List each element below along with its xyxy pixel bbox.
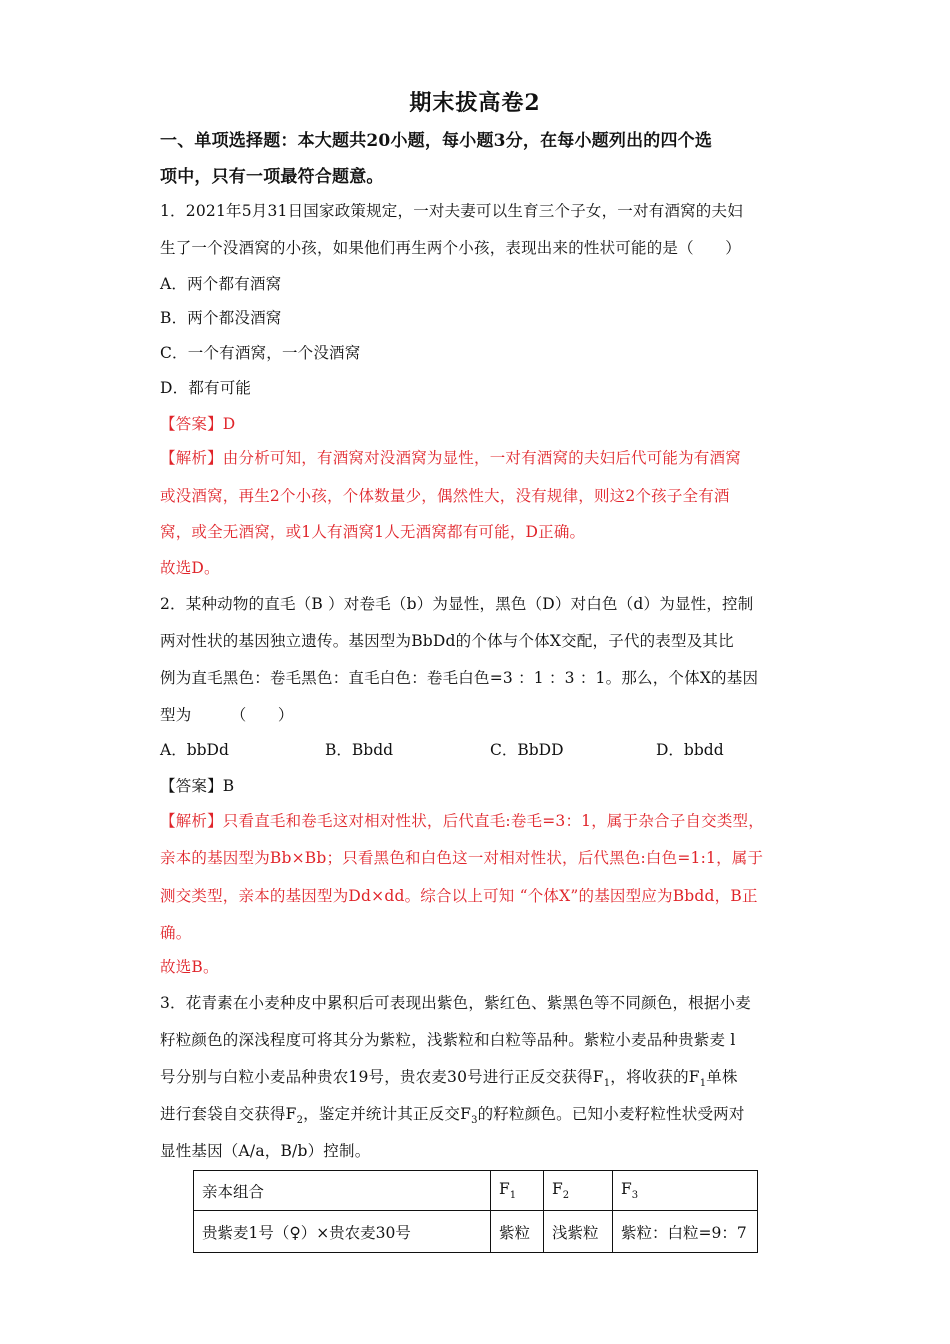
q1-stem-line1: 1．2021年5月31日国家政策规定，一对夫妻可以生育三个子女，一对有酒窝的夫妇 xyxy=(160,202,743,220)
q1-option-a: A．两个都有酒窝 xyxy=(160,275,282,293)
table-row xyxy=(194,1211,758,1253)
q3-stem-line2: 籽粒颜色的深浅程度可将其分为紫粒，浅紫粒和白粒等品种。紫粒小麦品种贵紫麦 l xyxy=(160,1031,736,1049)
q1-analysis-line2: 或没酒窝，再生2个小孩，个体数量少，偶然性大，没有规律，则这2个孩子全有酒 xyxy=(160,487,730,505)
table-cell: 贵紫麦1号（♀）×贵农麦30号 xyxy=(194,1211,491,1253)
q1-answer: 【答案】D xyxy=(160,415,236,433)
q2-analysis-line1: 【解析】只看直毛和卷毛这对相对性状，后代直毛:卷毛=3：1，属于杂合子自交类型， xyxy=(160,812,764,830)
table-cell: 紫粒 xyxy=(491,1211,544,1253)
q3-stem-line1: 3．花青素在小麦种皮中累积后可表现出紫色，紫红色、紫黑色等不同颜色，根据小麦 xyxy=(160,994,751,1012)
q2-analysis-line3: 测交类型，亲本的基因型为Dd×dd。综合以上可知 “个体X”的基因型应为Bbdd，B正 xyxy=(160,887,758,905)
section-heading-line1: 一、单项选择题：本大题共20小题，每小题3分，在每小题列出的四个选 xyxy=(160,131,713,151)
q1-analysis-line3: 窝，或全无酒窝，或1人有酒窝1人无酒窝都有可能，D正确。 xyxy=(160,523,586,541)
table-header-row xyxy=(194,1171,758,1211)
q2-conclusion: 故选B。 xyxy=(160,958,219,976)
table-header-cell: $F_1$ xyxy=(491,1171,544,1211)
cross-results-table xyxy=(193,1170,758,1253)
q1-analysis-line1: 【解析】由分析可知，有酒窝对没酒窝为显性，一对有酒窝的夫妇后代可能为有酒窝 xyxy=(160,449,741,467)
q2-stem-line3: 例为直毛黑色：卷毛黑色：直毛白色：卷毛白色=3 ：1 ：3 ：1。那么，个体X的基因 xyxy=(160,669,759,687)
q2-stem-line4: 型为 （ ） xyxy=(160,706,294,724)
q2-option-c: C．BbDD xyxy=(490,741,564,759)
q2-stem-line1: 2．某种动物的直毛（B ）对卷毛（b）为显性，黑色（D）对白色（d）为显性，控制 xyxy=(160,595,754,613)
q3-stem-line3: 号分别与白粒小麦品种贵农19号，贵农麦30号进行正反交获得$F_1$，将收获的$F_1$单株 xyxy=(160,1068,738,1090)
q3-stem-line5: 显性基因（A/a，B/b）控制。 xyxy=(160,1142,371,1160)
table-cell: 紫粒：白粒=9：7 xyxy=(613,1211,758,1253)
page-title: 期末拔高卷2 xyxy=(409,90,541,116)
table-header-cell: 亲本组合 xyxy=(194,1171,491,1211)
q2-option-a: A．bbDd xyxy=(160,741,229,759)
q2-answer: 【答案】B xyxy=(160,777,235,795)
q1-stem-line2: 生了一个没酒窝的小孩，如果他们再生两个小孩，表现出来的性状可能的是（ ） xyxy=(160,239,741,257)
q2-analysis-line4: 确。 xyxy=(160,924,192,942)
table-header-cell: $F_3$ xyxy=(613,1171,758,1211)
q3-stem-line4: 进行套袋自交获得$F_2$，鉴定并统计其正反交$F_3$的籽粒颜色。已知小麦籽粒性状受两对 xyxy=(160,1105,745,1127)
q2-option-d: D．bbdd xyxy=(656,741,724,759)
table-cell: 浅紫粒 xyxy=(544,1211,613,1253)
q2-option-b: B．Bbdd xyxy=(325,741,394,759)
q2-analysis-line2: 亲本的基因型为Bb×Bb；只看黑色和白色这一对相对性状，后代黑色:白色=1:1，属于 xyxy=(160,849,764,867)
q1-option-c: C．一个有酒窝，一个没酒窝 xyxy=(160,344,361,362)
table-header-cell: $F_2$ xyxy=(544,1171,613,1211)
q1-conclusion: 故选D。 xyxy=(160,559,220,577)
q1-option-b: B．两个都没酒窝 xyxy=(160,309,282,327)
q2-stem-line2: 两对性状的基因独立遗传。基因型为BbDd的个体与个体X交配，子代的表型及其比 xyxy=(160,632,734,650)
section-heading-line2: 项中，只有一项最符合题意。 xyxy=(160,167,384,187)
q1-option-d: D．都有可能 xyxy=(160,379,252,397)
